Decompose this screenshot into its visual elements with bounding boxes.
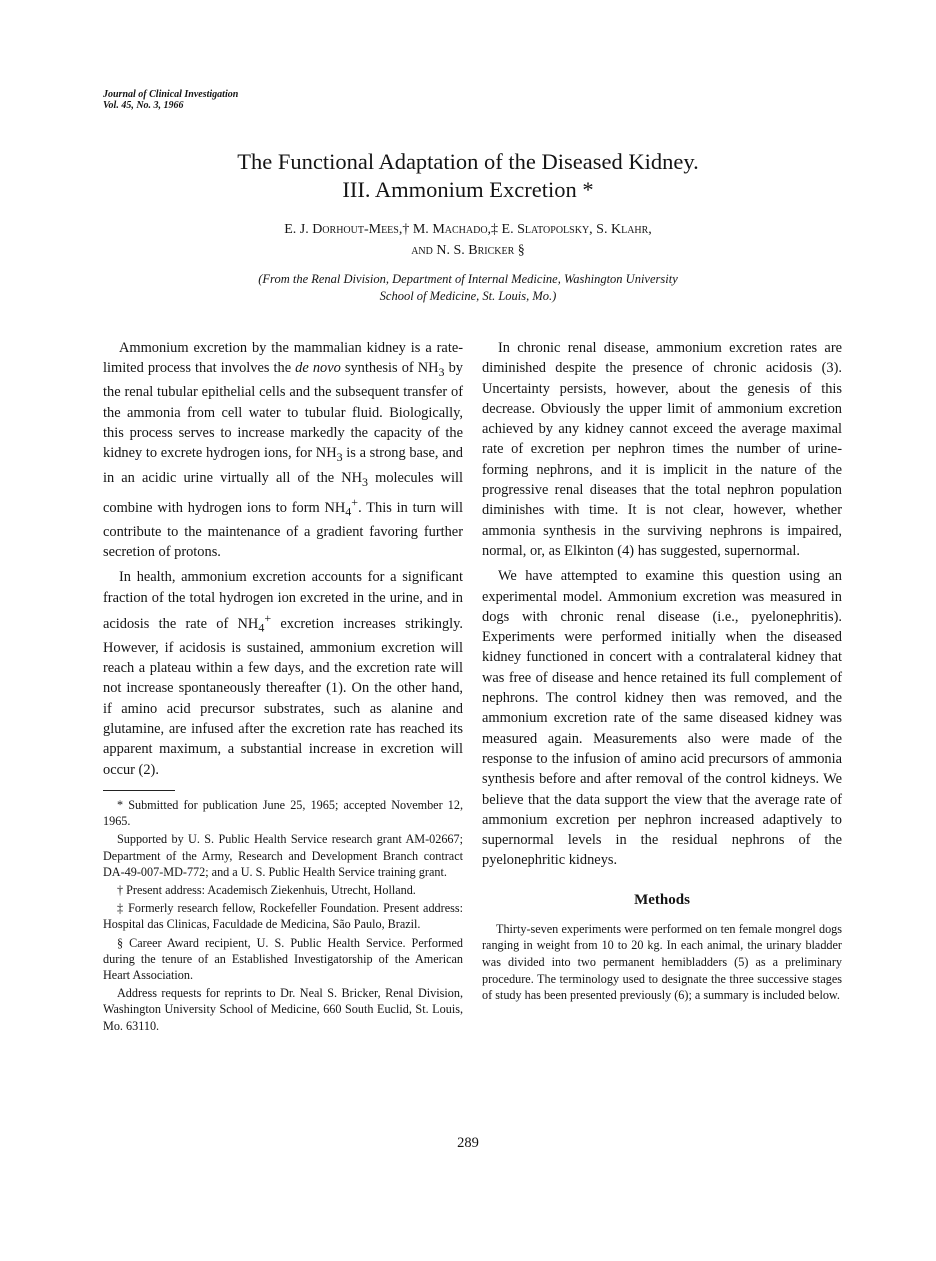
intro-paragraph-1	[103, 338, 463, 562]
author-1-name: Dorhout-Mees,	[312, 222, 403, 237]
author-1-mark: †	[402, 222, 413, 237]
author-list	[0, 219, 936, 261]
author-4-initials: S.	[596, 222, 611, 237]
intro-paragraph-2	[103, 567, 463, 780]
affiliation-line-1: (From the Renal Division, Department of Internal Medicine, Washington University	[258, 272, 678, 286]
affiliation	[0, 271, 936, 305]
subscript: 3	[362, 474, 369, 489]
subscript: 4	[258, 620, 265, 635]
article-title	[0, 148, 936, 204]
text-run: Ammonium excretion by the mammalian kidney is a rate-limited process that involves the	[103, 340, 463, 377]
text-run: by the renal tubular epithelial cells and the subsequent transfer of the ammonia from cell water to tubular fluid. Biologically, this process serves to increase markedly the capacity of the kidney to excrete hydrogen ions, for NH	[103, 360, 463, 462]
right-column	[482, 338, 842, 1004]
footnotes	[103, 797, 463, 1034]
author-2-initials: M.	[412, 222, 433, 237]
subscript: 3	[336, 450, 343, 465]
author-5-mark: §	[514, 243, 525, 258]
methods-section	[482, 921, 842, 1004]
journal-name: Journal of Clinical Investigation	[103, 89, 239, 100]
footnote-double-dagger: ‡ Formerly research fellow, Rockefeller Foundation. Present address: Hospital das Clinicas, Faculdade de Medicina, São Paulo, Brazil.	[103, 901, 463, 932]
methods-heading: Methods	[634, 891, 690, 908]
left-body-text	[103, 338, 463, 780]
methods-paragraph-1: Thirty-seven experiments were performed on ten female mongrel dogs ranging in weight from 10 to 20 kg. In each animal, the urinary bladder was divided into two permanent hemibladders (5) as a preliminary procedure. The terminology used to designate the three successive stages of study has been presented previously (6); a summary is included below.	[482, 921, 842, 1003]
intro-paragraph-4: We have attempted to examine this question using an experimental model. Ammonium excretion was measured in dogs with chronic renal disease (i.e., pyelonephritis). Experiments were performed initially when the diseased kidney functioned in concert with a contralateral kidney that was free of disease and hence retained its full complement of nephrons. The control kidney then was removed, and the ammonium excretion rate of the same diseased kidney was measured again. Measurements also were made of the response to the infusion of amino acid precursors of ammonia synthesis before and after removal of the control kidneys. We believe that the data support the view that the average rate of ammonium excretion per nephron increased adaptively to supernormal levels in the residual nephrons of the pyelonephritic kidneys.	[482, 568, 842, 869]
text-run: . This in turn will contribute to the maintenance of a gradient favoring further secretion of protons.	[103, 499, 464, 560]
left-column	[103, 338, 463, 1034]
footnote-reprints: Address requests for reprints to Dr. Neal S. Bricker, Renal Division, Washington University School of Medicine, 660 South Euclid, St. Louis, Mo. 63110.	[103, 986, 463, 1033]
text-emphasis: de novo	[295, 360, 341, 377]
superscript: +	[264, 610, 272, 625]
text-run: synthesis of NH	[340, 360, 439, 377]
text-run: excretion increases strikingly. However, if acidosis is sustained, ammonium excretion will reach a plateau within a few days, and the excretion rate will not increase spontaneously thereafter (1). On the other hand, if amino acid precursor substrates, such as alanine and glutamine, are infused after the excretion rate has reached its apparent maximum, a substantial increase in excretion will occur (2).	[103, 615, 463, 778]
author-5-initials: N. S.	[432, 243, 469, 258]
right-body-text	[482, 338, 842, 871]
intro-paragraph-3: In chronic renal disease, ammonium excretion rates are diminished despite the presence of chronic acidosis (3). Uncertainty persists, however, about the genesis of this decrease. Obviously the upper limit of ammonium excretion achieved by any kidney cannot exceed the average maximal rate of excretion per nephron times the number of urine-forming nephrons, and it is implicit in the nature of the progressive renal diseases that the total nephron population diminishes with time. It is not clear, however, whether ammonia synthesis in the surviving nephrons is impaired, normal, or, as Elkinton (4) has suggested, supernormal.	[482, 340, 842, 559]
title-line-2: III. Ammonium Excretion *	[342, 177, 594, 202]
affiliation-line-2: School of Medicine, St. Louis, Mo.)	[379, 289, 557, 303]
subscript: 3	[438, 365, 445, 380]
footnote-support: Supported by U. S. Public Health Service research grant AM-02667; Department of the Army, Research and Development Branch contract DA-49-007-MD-772; and a U. S. Public Health Service training grant.	[103, 832, 463, 879]
author-3-initials: E.	[501, 222, 518, 237]
author-3-name: Slatopolsky,	[517, 222, 597, 237]
footnote-submission: * Submitted for publication June 25, 1965; accepted November 12, 1965.	[103, 797, 463, 829]
text-run: molecules will combine with hydrogen ions to form NH	[103, 469, 463, 516]
subscript: 4	[345, 504, 352, 519]
footnote-divider	[103, 790, 175, 791]
page-number: 289	[457, 1135, 479, 1151]
superscript: +	[351, 494, 359, 509]
author-line-2	[0, 240, 936, 261]
author-conjunction: and	[411, 243, 433, 258]
footnote-dagger: † Present address: Academisch Ziekenhuis, Utrecht, Holland.	[117, 882, 416, 897]
author-4-name: Klahr,	[610, 222, 652, 237]
author-2-mark: ‡	[491, 222, 502, 237]
journal-volume: Vol. 45, No. 3, 1966	[103, 100, 184, 111]
footnote-section: § Career Award recipient, U. S. Public Health Service. Performed during the tenure of an Established Investigatorship of the American Heart Association.	[103, 935, 463, 982]
author-line-1	[0, 219, 936, 240]
journal-citation	[103, 89, 238, 111]
title-line-1: The Functional Adaptation of the Diseased Kidney.	[237, 149, 699, 174]
author-1-initials: E. J.	[284, 222, 313, 237]
text-run: is a strong base, and in an acidic urine virtually all of the NH	[103, 445, 463, 486]
author-5-name: Bricker	[468, 243, 515, 258]
text-run: In health, ammonium excretion accounts for a significant fraction of the total hydrogen ion excreted in the urine, and in acidosis the rate of NH	[103, 569, 463, 632]
author-2-name: Machado,	[432, 222, 492, 237]
